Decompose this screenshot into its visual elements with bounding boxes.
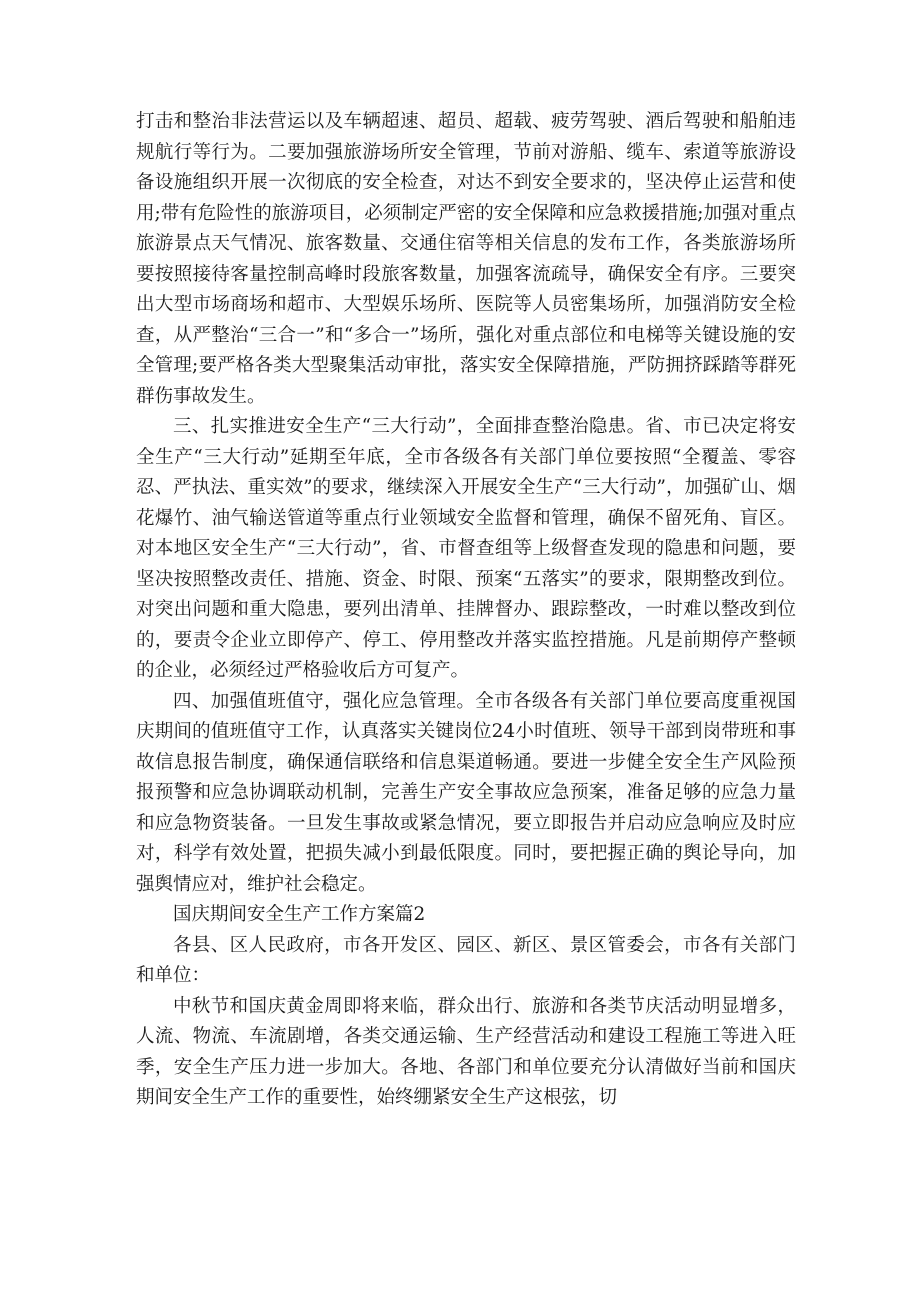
- document-body: [136, 107, 796, 1114]
- paragraph-intro: 中秋节和国庆黄金周即将来临，群众出行、旅游和各类节庆活动明显增多，人流、物流、车流剧增，各类交通运输、生产经营活动和建设工程施工等进入旺季，安全生产压力进一步加大。各地、各部门和单位要充分认清做好当前和国庆期间安全生产工作的重要性，始终绷紧安全生产这根弦，切: [136, 995, 796, 1108]
- paragraph-section-4: 四、加强值班值守，强化应急管理。全市各级各有关部门单位要高度重视国庆期间的值班值守工作，认真落实关键岗位24小时值班、领导干部到岗带班和事故信息报告制度，确保通信联络和信息渠道畅通。要进一步健全安全生产风险预报预警和应急协调联动机制，完善生产安全事故应急预案，准备足够的应急力量和应急物资装备。一旦发生事故或紧急情况，要立即报告并启动应急响应及时应对，科学有效处置，把损失减小到最低限度。同时，要把握正确的舆论导向，加强舆情应对，维护社会稳定。: [136, 690, 796, 895]
- paragraph-addressee: 各县、区人民政府，市各开发区、园区、新区、景区管委会，市各有关部门和单位：: [136, 934, 796, 986]
- section-title-part-2: 国庆期间安全生产工作方案篇2: [173, 904, 426, 925]
- paragraph-section-3: 三、扎实推进安全生产“三大行动”，全面排查整治隐患。省、市已决定将安全生产“三大行动”延期至年底，全市各级各有关部门单位要按照“全覆盖、零容忍、严执法、重实效”的要求，继续深入开展安全生产“三大行动”，加强矿山、烟花爆竹、油气输送管道等重点行业领域安全监督和管理，确保不留死角、盲区。对本地区安全生产“三大行动”，省、市督查组等上级督查发现的隐患和问题，要坚决按照整改责任、措施、资金、时限、预案“五落实”的要求，限期整改到位。对突出问题和重大隐患，要列出清单、挂牌督办、跟踪整改，一时难以整改到位的，要责令企业立即停产、停工、停用整改并落实监控措施。凡是前期停产整顿的企业，必须经过严格验收后方可复产。: [136, 416, 796, 681]
- paragraph-continued: 打击和整治非法营运以及车辆超速、超员、超载、疲劳驾驶、酒后驾驶和船舶违规航行等行为。二要加强旅游场所安全管理，节前对游船、缆车、索道等旅游设备设施组织开展一次彻底的安全检查，对达不到安全要求的，坚决停止运营和使用;带有危险性的旅游项目，必须制定严密的安全保障和应急救援措施;加强对重点旅游景点天气情况、旅客数量、交通住宿等相关信息的发布工作，各类旅游场所要按照接待客量控制高峰时段旅客数量，加强客流疏导，确保安全有序。三要突出大型市场商场和超市、大型娱乐场所、医院等人员密集场所，加强消防安全检查，从严整治“三合一”和“多合一”场所，强化对重点部位和电梯等关键设施的安全管理;要严格各类大型聚集活动审批，落实安全保障措施，严防拥挤踩踏等群死群伤事故发生。: [136, 111, 796, 407]
